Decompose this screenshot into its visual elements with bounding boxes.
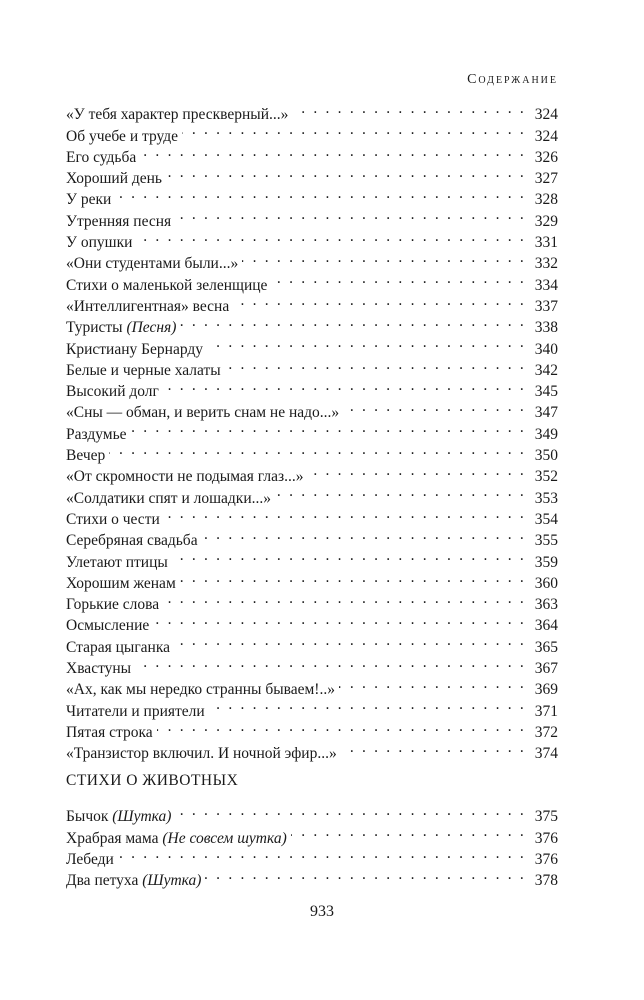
toc-entry-title-text: «Ах, как мы нередко странны бываем!..» [66,681,335,699]
dot-leader [341,737,526,758]
toc-entry-page: 331 [534,234,558,252]
toc-entry-page: 345 [534,383,558,401]
toc-entry [66,460,558,486]
toc-entry-title-text: «Транзистор включил. И ночной эфир...» [66,745,337,763]
toc-entry-title [66,849,118,870]
toc-entry-page: 376 [534,829,558,847]
toc-entry-page: 378 [534,872,558,890]
toc-entry-title-text: Хорошим женам [66,574,176,592]
toc-entry [66,417,558,443]
toc-entry-page: 364 [534,617,558,635]
dot-leader [291,821,526,842]
toc-entry-title [66,594,163,615]
toc-entry-page: 363 [534,596,558,614]
toc-entry-page: 338 [534,319,558,337]
toc-entry [66,673,558,699]
toc-entry-page: 354 [534,510,558,528]
toc-entry-title-text: Его судьба [66,148,137,166]
toc-entry-title-text: Стихи о чести [66,510,160,528]
toc-entry-title-text: Хороший день [66,170,162,188]
dot-leader [174,630,526,651]
toc-entry-title [66,339,207,360]
toc-entry-page: 376 [534,850,558,868]
toc-entry [66,652,558,678]
toc-entry-page: 352 [534,468,558,486]
toc-entry-page: 372 [534,723,558,741]
toc-entry-title-text: «Они студентами были...» [66,255,239,273]
toc-entry-page: 355 [534,532,558,550]
toc-entry-title [66,509,164,530]
toc-entry-title-text: Туристы [66,319,127,337]
dot-leader [163,588,526,609]
toc-entry-page: 326 [534,148,558,166]
dot-leader [157,716,526,737]
dot-leader [308,460,527,481]
toc-entry-page: 350 [534,447,558,465]
toc-entry-title [66,466,308,487]
toc-entry-page: 340 [534,340,558,358]
toc-entry-title-text: «Солдатики спят и лошадки...» [66,489,272,507]
dot-leader [135,652,526,673]
toc-entry-title-text: Улетают птицы [66,553,168,571]
toc-entry-page: 328 [534,191,558,209]
dot-leader [163,375,526,396]
toc-entry-title [66,147,140,168]
dot-leader [131,417,526,438]
dot-leader [207,332,526,353]
dot-leader [339,673,526,694]
toc-entry-title-text: Осмысление [66,617,150,635]
dot-leader [118,843,526,864]
toc-entry-page: 334 [534,276,558,294]
toc-entry-title [66,806,175,827]
toc-entry-title-text: Храбрая мама [66,829,163,847]
dot-leader [140,141,526,162]
toc-entry-page: 374 [534,745,558,763]
dot-leader [136,226,526,247]
toc-entry-title [66,743,341,764]
dot-leader [202,524,526,545]
toc-entry-subtitle: (Шутка) [112,808,172,826]
toc-entry-title [66,658,135,679]
toc-entry-page: 353 [534,489,558,507]
toc-entry-title [66,381,163,402]
toc-entry [66,843,558,868]
dot-leader [182,119,526,140]
toc-entry-subtitle: (Песня) [126,319,177,337]
toc-entry-title [66,232,136,253]
toc-entry-subtitle: (Шутка) [142,872,202,890]
toc-entry-title-text: Два петуха [66,872,143,890]
toc-entry-title-text: Вечер [66,447,106,465]
dot-leader [233,290,526,311]
toc-entry [66,183,558,209]
toc-entry-title-text: Пятая строка [66,723,153,741]
toc-entry-title [66,445,109,466]
toc-entry-page: 349 [534,425,558,443]
toc-entry-title-text: Стихи о маленькой зеленщице [66,276,268,294]
toc-entry-title-text: Раздумье [66,425,127,443]
dot-leader [153,609,526,630]
toc-entry-page: 342 [534,361,558,379]
toc-list [66,98,558,763]
dot-leader [164,503,526,524]
toc-entry-page: 332 [534,255,558,273]
toc-entry-page: 375 [534,808,558,826]
toc-entry-title-text: У реки [66,191,112,209]
dot-leader [175,204,526,225]
toc-entry-title [66,189,115,210]
dot-leader [180,311,526,332]
dot-leader [175,800,526,821]
toc-entry-page: 371 [534,702,558,720]
toc-entry-title-text: Бычок [66,808,113,826]
toc-entry-title-text: Лебеди [66,850,114,868]
dot-leader [271,268,526,289]
toc-entry-title-text: Читатели и приятели [66,702,205,720]
dot-leader [225,354,526,375]
toc-entry [66,800,558,826]
toc-entry-title-text: Белые и черные халаты [66,361,221,379]
toc-entry-page: 337 [534,297,558,315]
toc-entry [66,98,558,124]
toc-entry-page: 327 [534,170,558,188]
dot-leader [172,545,526,566]
dot-leader [292,98,526,119]
toc-entry-subtitle: (Не совсем шутка) [162,829,287,847]
toc-entry [66,247,558,273]
toc-entry-page: 365 [534,638,558,656]
page-number: 933 [310,903,334,920]
toc-entry-title-text: «От скромности не подымая глаз...» [66,468,304,486]
toc-entry-page: 324 [534,106,558,124]
dot-leader [242,247,526,268]
toc-entry-title [66,552,172,573]
toc-entry-title [66,870,205,891]
dot-leader [109,439,526,460]
toc-entry-title-text: Высокий долг [66,383,159,401]
toc-entry-title [66,722,157,743]
section-heading: СТИХИ О ЖИВОТНЫХ [66,772,239,789]
toc-entry-title [66,253,242,274]
toc-entry-title-text: Утренняя песня [66,212,172,230]
toc-entry-title-text: «У тебя характер прескверный...» [66,106,289,124]
toc-entry-title-text: «Интеллигентная» весна [66,297,230,315]
toc-entry [66,439,558,465]
toc-entry [66,204,558,230]
toc-entry [66,226,558,252]
toc-entry-page: 359 [534,553,558,571]
dot-leader [275,481,526,502]
toc-entry-title-text: Старая цыганка [66,638,171,656]
toc-entry-page: 324 [534,127,558,145]
toc-entry [66,864,558,890]
toc-entry [66,141,558,166]
dot-leader [209,694,526,715]
dot-leader [343,396,526,417]
toc-entry-title-text: Кристиану Бернарду [66,340,204,358]
toc-entry-page: 367 [534,660,558,678]
toc-entry-page: 329 [534,212,558,230]
dot-leader [166,162,526,183]
toc-entry-title-text: У опушки [66,234,133,252]
toc-entry-title-text: Хвастуны [66,660,132,678]
toc-entry-title-text: Горькие слова [66,596,160,614]
toc-entry-page: 360 [534,574,558,592]
toc-entry-page: 369 [534,681,558,699]
dot-leader [180,567,526,588]
toc-entry-title [66,615,153,636]
toc-entry-title-text: Серебряная свадьба [66,532,198,550]
toc-entry-page: 347 [534,404,558,422]
toc-section-animals [66,772,558,890]
toc-entry-title [66,317,180,338]
dot-leader [115,183,526,204]
toc-entry-title-text: «Сны — обман, и верить снам не надо...» [66,404,340,422]
toc-entry-title-text: Об учебе и труде [66,127,179,145]
dot-leader [205,864,526,885]
running-header: Содержание [467,72,558,87]
